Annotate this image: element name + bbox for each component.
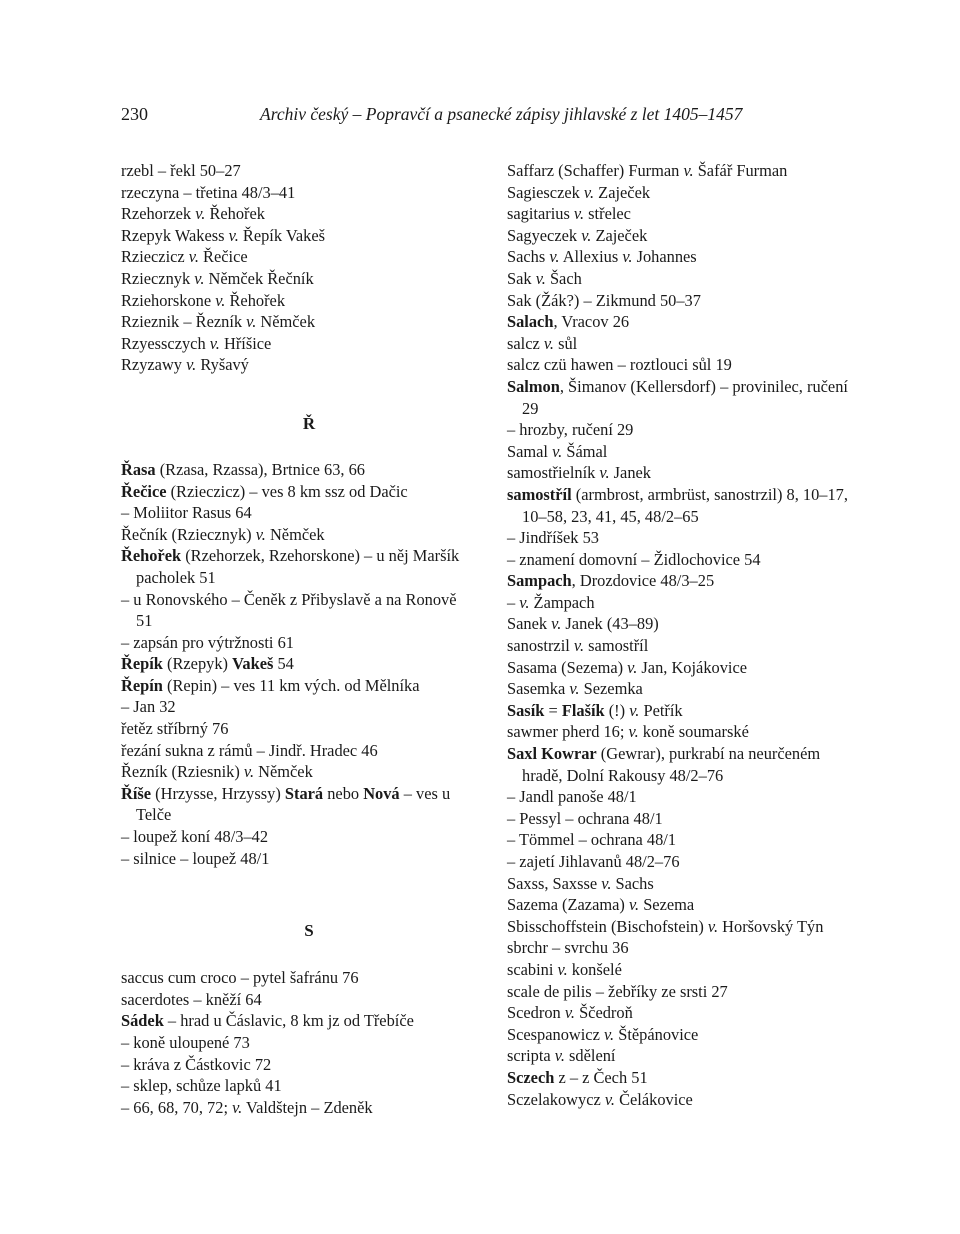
index-entry xyxy=(121,1075,471,1097)
entry-text: Horšovský Týn xyxy=(718,916,824,936)
entry-headword: Sádek xyxy=(121,1011,164,1031)
entry-headword: Nová xyxy=(363,783,400,803)
index-entry xyxy=(121,740,471,762)
index-entry xyxy=(507,894,852,916)
entry-text: – Jan 32 xyxy=(121,697,176,717)
entry-text: , Vracov 26 xyxy=(553,312,630,332)
entry-text: (Rzasa, Rzassa), Brtnice 63, 66 xyxy=(155,459,365,479)
entry-text: Sezemka xyxy=(579,679,643,699)
entry-text: sůl xyxy=(554,333,578,353)
entry-text: Sachs xyxy=(507,247,550,267)
entry-text: Šámal xyxy=(562,441,608,461)
entry-list xyxy=(507,160,852,1110)
entry-text: Žampach xyxy=(529,592,595,612)
entry-text: – zapsán pro výtržnosti 61 xyxy=(121,632,294,652)
entry-see-ref: v. xyxy=(627,657,638,677)
entry-text: Scedron xyxy=(507,1003,565,1023)
entry-see-ref: v. xyxy=(599,463,610,483)
entry-headword: Říše xyxy=(121,783,152,803)
index-entry xyxy=(121,459,471,481)
entry-list xyxy=(121,967,471,1118)
entry-text: salcz czü hawen – roztlouci sůl 19 xyxy=(507,355,732,375)
entry-text: 54 xyxy=(273,654,294,674)
index-entry xyxy=(507,354,852,376)
index-entry xyxy=(507,333,852,355)
index-entry xyxy=(507,225,852,247)
entry-text: Sbisschoffstein (Bischofstein) xyxy=(507,916,708,936)
entry-see-ref: v. xyxy=(628,895,640,915)
entry-text: sbrchr – svrchu 36 xyxy=(507,938,629,958)
index-entry xyxy=(121,182,471,204)
entry-headword: Salmon xyxy=(507,376,560,396)
entry-see-ref: v. xyxy=(215,290,226,310)
entry-text: z – z Čech 51 xyxy=(554,1067,648,1087)
index-entry xyxy=(121,246,471,268)
entry-text: samostřielník xyxy=(507,463,600,483)
entry-headword: Řehořek xyxy=(121,546,182,566)
entry-text: sanostrzil xyxy=(507,636,574,656)
entry-text: Zaječek xyxy=(594,182,651,202)
section-heading-r: Ř xyxy=(302,413,316,433)
index-entry xyxy=(507,311,852,333)
entry-text: Sak (Žák?) – Zikmund 50–37 xyxy=(507,290,701,310)
entry-text: – loupež koní 48/3–42 xyxy=(121,827,269,847)
entry-text: Sagyeczek xyxy=(507,225,582,245)
index-entry xyxy=(507,182,852,204)
entry-text: Saffarz (Schaffer) Furman xyxy=(507,161,684,180)
entry-text: Sasemka xyxy=(507,679,570,699)
entry-text: Johannes xyxy=(632,247,697,267)
entry-headword: Flašík xyxy=(561,700,605,720)
index-entry xyxy=(121,989,471,1011)
index-entry xyxy=(121,268,471,290)
index-entry xyxy=(121,761,471,783)
entry-headword: Řepín xyxy=(121,675,163,695)
index-entry xyxy=(121,1054,471,1076)
entry-text: Rzieznik – Řezník xyxy=(121,312,247,332)
entry-see-ref: v. xyxy=(188,247,199,267)
entry-text: Němček xyxy=(256,312,316,332)
index-entry xyxy=(121,481,471,503)
entry-text: – znamení domovní – Židlochovice 54 xyxy=(507,549,761,569)
entry-text: – Jandl panoše 48/1 xyxy=(507,787,637,807)
entry-text: samostříl xyxy=(584,636,649,656)
index-entry xyxy=(121,1032,471,1054)
entry-text: Janek (43–89) xyxy=(561,614,659,634)
entry-headword: Saxl Kowrar xyxy=(507,744,597,764)
index-entry xyxy=(121,1010,471,1032)
entry-see-ref: v. xyxy=(569,679,580,699)
index-entry xyxy=(507,1024,852,1046)
index-entry xyxy=(121,502,471,524)
entry-headword: Řepík xyxy=(121,654,163,674)
page-number: 230 xyxy=(121,104,148,124)
index-entry xyxy=(507,570,852,592)
entry-text: Řehořek xyxy=(225,290,286,310)
index-entry xyxy=(507,721,852,743)
index-entry xyxy=(121,225,471,247)
entry-see-ref: v. xyxy=(554,1046,565,1066)
index-entry xyxy=(121,545,471,588)
entry-see-ref: v. xyxy=(583,182,595,202)
index-entry xyxy=(507,613,852,635)
entry-text: Saxss, Saxsse xyxy=(507,873,602,893)
entry-text: Sazema (Zazama) xyxy=(507,895,629,915)
entry-text: Rzyzawy xyxy=(121,355,187,375)
index-entry xyxy=(507,851,852,873)
entry-text: střelec xyxy=(584,204,631,224)
index-entry xyxy=(121,967,471,989)
index-entry xyxy=(507,1067,852,1089)
entry-text: Zaječek xyxy=(591,225,648,245)
index-entry xyxy=(507,635,852,657)
entry-text: Sanek xyxy=(507,614,552,634)
entry-see-ref: v. xyxy=(209,333,220,353)
entry-text: – sklep, schůze lapků 41 xyxy=(121,1076,282,1096)
index-entry xyxy=(121,1097,471,1119)
right-column xyxy=(507,160,852,1110)
entry-see-ref: v. xyxy=(557,959,568,979)
index-entry xyxy=(507,916,852,938)
entry-text: Řehořek xyxy=(205,204,265,224)
entry-text: Allexius xyxy=(559,247,623,267)
index-entry xyxy=(121,311,471,333)
entry-text: Rzehorzek xyxy=(121,204,196,224)
index-entry xyxy=(507,462,852,484)
entry-see-ref: v. xyxy=(628,722,639,742)
entry-see-ref: v. xyxy=(186,355,197,375)
index-entry xyxy=(507,1089,852,1111)
entry-text: Řezník (Rziesnik) xyxy=(121,762,244,782)
entry-text: – hrozby, ručení 29 xyxy=(507,420,634,440)
index-entry xyxy=(507,376,852,419)
index-entry xyxy=(507,678,852,700)
index-entry xyxy=(507,1045,852,1067)
entry-text: (Rzepyk) xyxy=(162,654,233,674)
entry-list xyxy=(121,459,471,869)
entry-text: = xyxy=(544,700,562,720)
index-entry xyxy=(121,589,471,632)
index-entry xyxy=(507,808,852,830)
entry-text: (armbrost, armbrüst, sanostrzil) 8, 10–17, 10–58, 23, 41, 45, 48/2–65 xyxy=(522,484,848,526)
entry-text: Rzieczicz xyxy=(121,247,189,267)
entry-text: sacerdotes – kněží 64 xyxy=(121,989,262,1009)
entry-text: Sasama (Sezema) xyxy=(507,657,628,677)
entry-text: scabini xyxy=(507,959,558,979)
index-entry xyxy=(507,419,852,441)
index-entry xyxy=(121,203,471,225)
entry-see-ref: v. xyxy=(549,247,560,267)
index-entry xyxy=(121,783,471,826)
entry-text: Sachs xyxy=(611,873,654,893)
index-entry xyxy=(121,696,471,718)
index-entry xyxy=(507,441,852,463)
index-entry xyxy=(121,632,471,654)
index-entry xyxy=(507,160,852,182)
entry-text: – hrad u Čáslavic, 8 km jz od Třebíče xyxy=(163,1011,414,1031)
index-entry xyxy=(121,675,471,697)
entry-text: Sak xyxy=(507,268,536,288)
entry-text: sagitarius xyxy=(507,204,574,224)
entry-see-ref: v. xyxy=(232,1097,243,1117)
index-entry xyxy=(507,657,852,679)
entry-text: Valdštejn – Zdeněk xyxy=(242,1097,373,1117)
index-entry xyxy=(121,354,471,376)
entry-text: Rziecznyk xyxy=(121,268,195,288)
entry-see-ref: v. xyxy=(519,592,530,612)
entry-text: , Šimanov (Kellersdorf) – provinilec, ručení 29 xyxy=(522,376,848,418)
entry-list xyxy=(121,160,471,376)
entry-text: Rzepyk Wakess xyxy=(121,225,229,245)
entry-see-ref: v. xyxy=(551,614,562,634)
entry-see-ref: v. xyxy=(228,225,239,245)
index-entry xyxy=(507,527,852,549)
entry-headword: Sasík xyxy=(507,700,545,720)
entry-see-ref: v. xyxy=(543,333,555,353)
entry-text: (!) xyxy=(604,700,630,720)
entry-text: (Gewrar), purkrabí na neurčeném hradě, Dolní Rakousy 48/2–76 xyxy=(522,744,821,785)
entry-text: – koně uloupené 73 xyxy=(121,1033,250,1052)
index-entry xyxy=(507,786,852,808)
entry-text: Scespanowicz xyxy=(507,1024,604,1044)
entry-text: Němček xyxy=(254,762,313,782)
entry-text: sdělení xyxy=(564,1046,616,1066)
entry-text: Ryšavý xyxy=(196,355,249,375)
index-entry xyxy=(507,1002,852,1024)
entry-text: řetěz stříbrný 76 xyxy=(121,719,229,739)
entry-text: (Rzehorzek, Rzehorskone) – u něj Maršík pacholek 51 xyxy=(136,546,460,587)
entry-headword: Řečice xyxy=(121,481,167,501)
index-entry xyxy=(507,290,852,312)
entry-text: – zajetí Jihlavanů 48/2–76 xyxy=(507,852,680,871)
entry-text: rzebl – řekl 50–27 xyxy=(121,161,241,180)
entry-text: scale de pilis – žebříky ze srsti 27 xyxy=(507,981,728,1001)
entry-headword: Sczech xyxy=(507,1067,555,1087)
index-entry xyxy=(507,743,852,786)
entry-headword: Vakeš xyxy=(232,654,274,674)
entry-text: Sezema xyxy=(639,895,695,915)
entry-see-ref: v. xyxy=(573,204,585,224)
index-entry xyxy=(121,826,471,848)
entry-text: saccus cum croco – pytel šafránu 76 xyxy=(121,968,359,988)
entry-headword: samostříl xyxy=(507,484,572,504)
index-entry xyxy=(507,981,852,1003)
index-entry xyxy=(121,333,471,355)
entry-text: salcz xyxy=(507,333,544,353)
entry-see-ref: v. xyxy=(629,700,640,720)
entry-see-ref: v. xyxy=(604,1089,615,1109)
index-entry xyxy=(121,290,471,312)
index-entry xyxy=(507,484,852,527)
entry-headword: Řasa xyxy=(121,459,156,479)
index-entry xyxy=(507,829,852,851)
entry-text: Rzyessczych xyxy=(121,333,210,353)
entry-text: – kráva z Částkovic 72 xyxy=(121,1054,272,1074)
entry-text: řezání sukna z rámů – Jindř. Hradec 46 xyxy=(121,740,378,760)
entry-text: Sagiesczek xyxy=(507,182,584,202)
index-entry xyxy=(121,848,471,870)
index-entry xyxy=(507,549,852,571)
index-entry xyxy=(507,937,852,959)
entry-text: rzeczyna – třetina 48/3–41 xyxy=(121,182,296,202)
entry-text: Němček xyxy=(265,524,325,544)
entry-text: (Hrzysse, Hrzyssy) xyxy=(151,783,285,803)
index-entry xyxy=(507,959,852,981)
entry-text: Sczelakowycz xyxy=(507,1089,605,1109)
entry-text: – Jindříšek 53 xyxy=(507,528,599,548)
entry-text: Řečice xyxy=(198,247,248,267)
entry-text: Petřík xyxy=(639,700,683,720)
section-heading-s: S xyxy=(304,921,314,941)
entry-see-ref: v. xyxy=(564,1003,575,1023)
index-entry xyxy=(507,873,852,895)
index-entry xyxy=(507,246,852,268)
entry-text: Hříšice xyxy=(219,333,272,353)
entry-text: nebo xyxy=(323,783,364,803)
entry-text: Němček Řečník xyxy=(204,268,314,288)
entry-text: Ščedroň xyxy=(574,1003,633,1023)
entry-text: Janek xyxy=(609,463,651,483)
entry-text: (Repin) – ves 11 km vých. od Mělníka xyxy=(162,675,420,695)
entry-see-ref: v. xyxy=(683,161,694,180)
index-entry xyxy=(121,160,471,182)
entry-text: (Rzieczicz) – ves 8 km ssz od Dačic xyxy=(166,481,408,501)
entry-see-ref: v. xyxy=(194,268,205,288)
entry-text: Šach xyxy=(545,268,582,288)
entry-text: Jan, Kojákovice xyxy=(637,657,748,677)
entry-text: Čelákovice xyxy=(615,1089,693,1109)
entry-see-ref: v. xyxy=(255,524,266,544)
entry-see-ref: v. xyxy=(601,873,612,893)
entry-text: – xyxy=(507,592,520,612)
entry-text: Štěpánovice xyxy=(614,1024,699,1044)
index-entry xyxy=(507,268,852,290)
entry-see-ref: v. xyxy=(573,636,585,656)
index-entry xyxy=(507,700,852,722)
entry-text: Samal xyxy=(507,441,553,461)
entry-text: – 66, 68, 70, 72; xyxy=(121,1097,233,1117)
entry-text: konšelé xyxy=(567,959,622,979)
entry-text: – Pessyl – ochrana 48/1 xyxy=(507,808,663,828)
entry-see-ref: v. xyxy=(535,268,546,288)
entry-text: sawmer pherd 16; xyxy=(507,722,629,742)
entry-text: – Tömmel – ochrana 48/1 xyxy=(507,830,677,850)
entry-headword: Salach xyxy=(507,312,554,332)
entry-see-ref: v. xyxy=(552,441,563,461)
running-title: Archiv český – Popravčí a psanecké zápisy jihlavské z let 1405–1457 xyxy=(260,104,743,124)
entry-text: – u Ronovského – Čeněk z Přibyslavě a na Ronově 51 xyxy=(121,589,457,631)
entry-text: Řepík Vakeš xyxy=(238,225,325,245)
index-entry xyxy=(121,653,471,675)
entry-headword: Stará xyxy=(284,783,324,803)
left-column xyxy=(121,160,471,1118)
entry-text: , Drozdovice 48/3–25 xyxy=(571,571,715,591)
page-header xyxy=(121,104,841,130)
index-entry xyxy=(507,203,852,225)
entry-text: Šafář Furman xyxy=(693,161,788,180)
entry-see-ref: v. xyxy=(581,225,592,245)
entry-see-ref: v. xyxy=(243,762,255,782)
entry-text: koně soumarské xyxy=(638,722,749,742)
index-entry xyxy=(121,718,471,740)
entry-see-ref: v. xyxy=(622,247,633,267)
entry-see-ref: v. xyxy=(246,312,257,332)
entry-text: – silnice – loupež 48/1 xyxy=(121,848,270,868)
entry-text: scripta xyxy=(507,1046,555,1066)
entry-see-ref: v. xyxy=(707,916,719,936)
entry-text: Řečník (Rziecznyk) xyxy=(121,524,256,544)
index-entry xyxy=(507,592,852,614)
entry-text: – ves u Telče xyxy=(136,783,451,825)
entry-see-ref: v. xyxy=(603,1024,615,1044)
entry-see-ref: v. xyxy=(195,204,206,224)
entry-text: Rziehorskone xyxy=(121,290,216,310)
entry-headword: Sampach xyxy=(507,571,572,591)
index-entry xyxy=(121,524,471,546)
entry-text: – Moliitor Rasus 64 xyxy=(121,503,252,523)
